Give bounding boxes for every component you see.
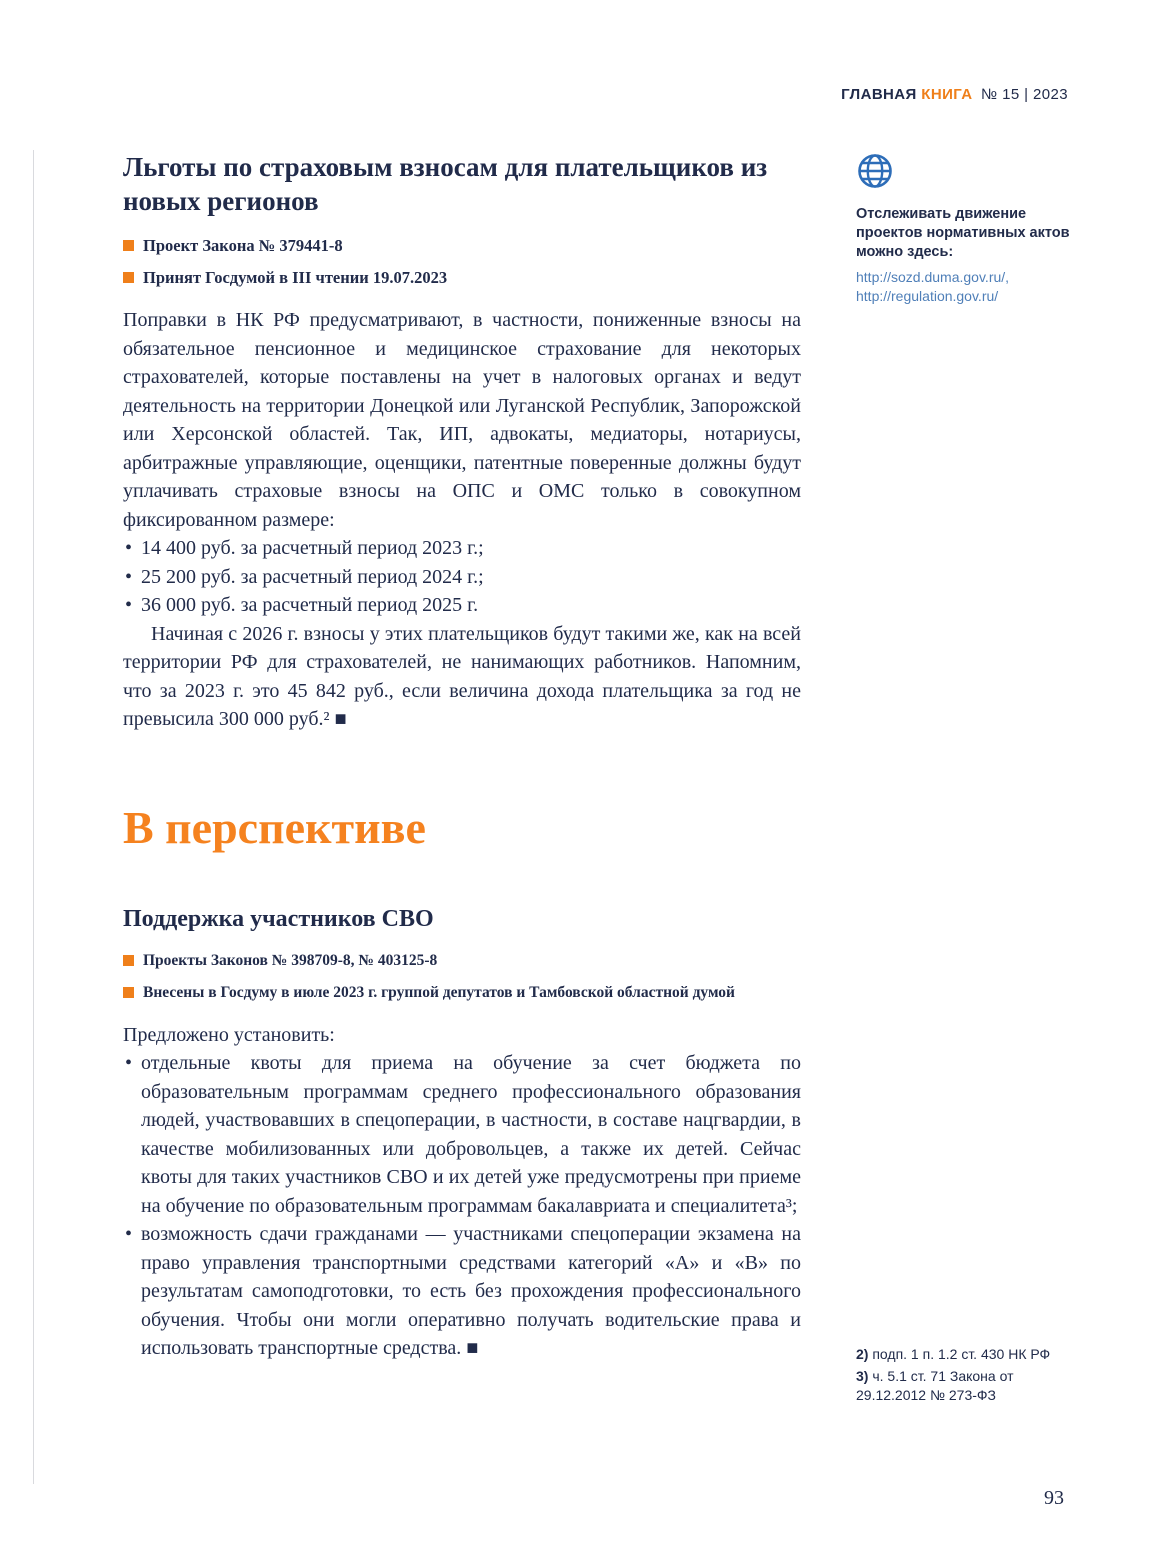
brand-accent: КНИГА [921,86,973,103]
article2-proposal-list [123,1049,801,1363]
orange-square-icon [123,955,134,966]
article2-title: Поддержка участников СВО [123,905,434,932]
article1-title: Льготы по страховым взносам для плательщиков из новых регионов [123,152,768,216]
globe-icon [856,152,1074,195]
list-item-text: отдельные квоты для приема на обучение за счет бюджета по образовательным программам среднего профессионального образования людей, участвовавших в спецоперации, в частности, в составе нацгвардии, в качестве мобилизованных или добровольцев, а также их детей. Сейчас квоты для таких участников СВО и их детей уже предусмотрены при приеме на обучение по образовательным программам бакалавриата и специалитета³; [141,1052,801,1217]
footnote-number: 2) [856,1346,869,1362]
issue-number: № 15 | 2023 [981,86,1068,103]
article2-meta-text-2: Внесены в Госдуму в июле 2023 г. группой депутатов и Тамбовской областной думой [143,983,735,1001]
footnote-text: подп. 1 п. 1.2 ст. 430 НК РФ [872,1346,1051,1362]
article2-meta-text-1: Проекты Законов № 398709-8, № 403125-8 [143,951,438,969]
page-number: 93 [1044,1487,1064,1509]
orange-square-icon [123,272,134,283]
footnote-number: 3) [856,1368,869,1384]
footnote-2 [856,1345,1071,1364]
page-header [0,86,1068,103]
article1-amount-list [123,534,801,620]
sidebar-note-block [856,152,1074,306]
bullet-dot-icon [125,534,132,563]
section-title: В перспективе [123,801,426,853]
article2-meta-line-1 [123,950,801,971]
list-item [123,591,801,620]
footnote-text: ч. 5.1 ст. 71 Закона от 29.12.2012 № 273-ФЗ [856,1368,1014,1403]
footnote-3 [856,1367,1071,1405]
article1-meta-text-1: Проект Закона № 379441-8 [143,236,343,255]
list-item-text: 14 400 руб. за расчетный период 2023 г.; [141,537,484,559]
footnotes-block [856,1345,1071,1408]
bullet-dot-icon [125,591,132,620]
sidebar-note-text: Отслеживать движение проектов нормативных актов можно здесь: [856,206,1070,260]
article2-intro: Предложено установить: [123,1023,335,1046]
bullet-dot-icon [125,1220,132,1249]
brand-main: ГЛАВНАЯ [841,86,917,103]
orange-square-icon [123,987,134,998]
bullet-dot-icon [125,1049,132,1078]
list-item [123,1049,801,1220]
link-regulation[interactable]: http://regulation.gov.ru/ [856,288,999,304]
article1-meta-text-2: Принят Госдумой в III чтении 19.07.2023 [143,268,448,287]
link-sozd-duma[interactable]: http://sozd.duma.gov.ru/, [856,269,1010,285]
article1-meta-line-2 [123,267,801,288]
orange-square-icon [123,240,134,251]
main-column [123,150,801,1363]
article1-paragraph-1: Поправки в НК РФ предусматривают, в частности, пониженные взносы на обязательное пенсионное и медицинское страхование для некоторых страхователей, которые поставлены на учет в налоговых органах и ведут деятельность на территории Донецкой или Луганской Республик, Запорожской или Херсонской областей. Так, ИП, адвокаты, медиаторы, нотариусы, арбитражные управляющие, оценщики, патентные поверенные должны будут уплачивать страховые взносы на ОПС и ОМС только в совокупном фиксированном размере: [123,309,801,531]
left-margin-rule [33,150,34,1484]
sidebar-links [856,268,1074,306]
list-item-text: 36 000 руб. за расчетный период 2025 г. [141,594,479,616]
article1-paragraph-2: Начиная с 2026 г. взносы у этих плательщиков будут такими же, как на всей территории РФ для страхователей, не нанимающих работников. Напомним, что за 2023 г. это 45 842 руб., если величина дохода плательщика за год не превысила 300 000 руб.² ■ [123,622,801,730]
list-item-text: возможность сдачи гражданами — участниками спецоперации экзамена на право управления транспортными средствами категорий «А» и «В» по результатам самоподготовки, то есть без прохождения профессионального обучения. Чтобы они могли оперативно получать водительские права и использовать транспортные средства. ■ [141,1223,801,1359]
list-item [123,563,801,592]
article1-meta-line-1 [123,235,801,256]
bullet-dot-icon [125,563,132,592]
list-item [123,1220,801,1363]
list-item [123,534,801,563]
list-item-text: 25 200 руб. за расчетный период 2024 г.; [141,565,484,588]
article2-meta-line-2 [123,982,801,1003]
